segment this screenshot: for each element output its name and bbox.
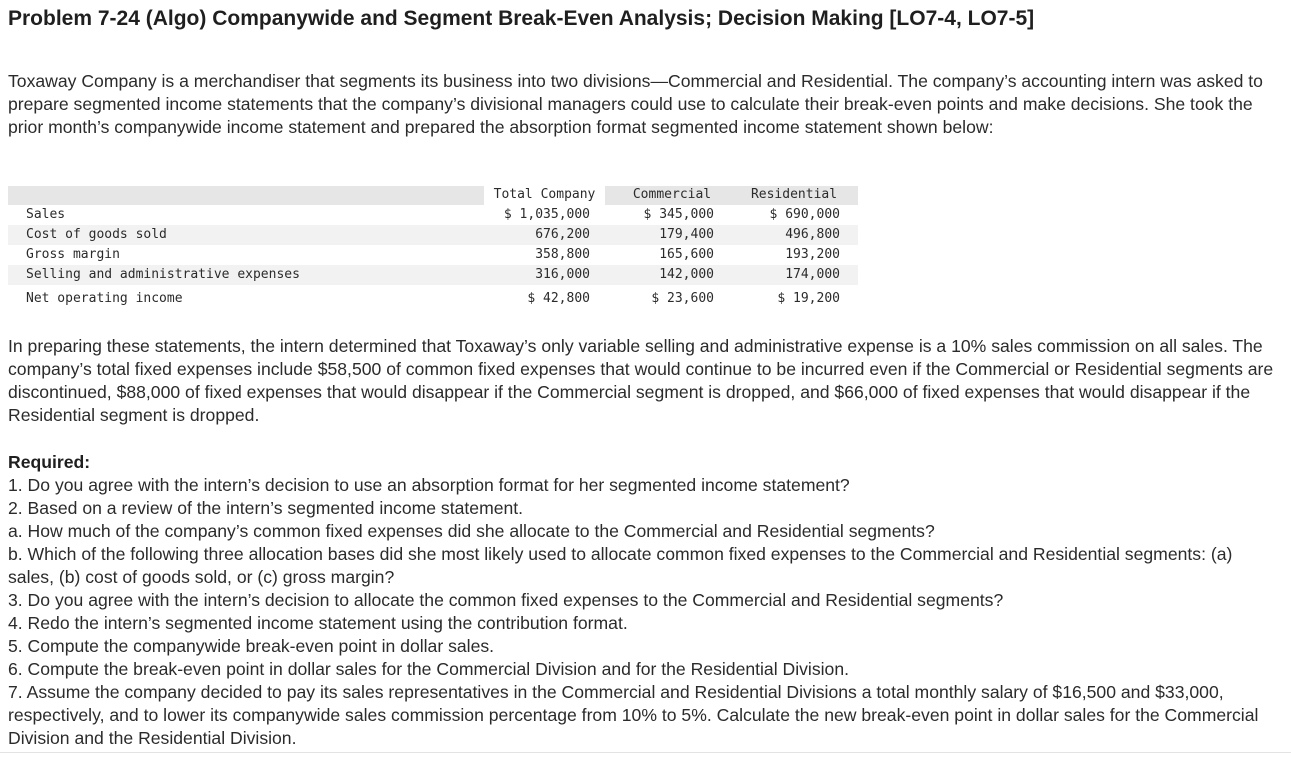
table-cell: $ 19,200 — [777, 291, 840, 306]
row-label: Net operating income — [26, 291, 183, 306]
required-item: 2. Based on a review of the intern’s segmented income statement. — [8, 498, 524, 518]
details-paragraph: In preparing these statements, the intern determined that Toxaway’s only variable selling and administrative expense is a 10% sales commission on all sales. The company’s total fixed expenses include $58,500 of common fixed expenses that would continue to be incurred even if the Commercial or Residential segments are discontinued, $88,000 of fixed expenses that would disappear if the Commercial segment is dropped, and $66,000 of fixed expenses that would disappear if the Residential segment is dropped. — [8, 336, 1274, 425]
header-residential: Residential — [750, 187, 838, 202]
required-item: 1. Do you agree with the intern’s decision to use an absorption format for her segmented income statement? — [8, 475, 850, 495]
table-row — [8, 225, 858, 245]
required-heading: Required: — [8, 452, 91, 472]
table-cell: $ 1,035,000 — [503, 207, 590, 222]
table-cell: $ 690,000 — [769, 207, 840, 222]
table-cell: $ 42,800 — [527, 291, 590, 306]
table-cell: 316,000 — [535, 267, 590, 282]
table-cell: 496,800 — [785, 227, 840, 242]
row-label: Cost of goods sold — [26, 227, 167, 242]
problem-title: Problem 7-24 (Algo) Companywide and Segment Break-Even Analysis; Decision Making [LO7-4, LO7-5] — [8, 7, 1035, 30]
required-item: 6. Compute the break-even point in dollar sales for the Commercial Division and for the Residential Division. — [8, 659, 849, 679]
table-cell: 179,400 — [659, 227, 714, 242]
required-item: 3. Do you agree with the intern’s decision to allocate the common fixed expenses to the Commercial and Residential segments? — [8, 590, 1004, 610]
required-item: 4. Redo the intern’s segmented income statement using the contribution format. — [8, 613, 628, 633]
table-row — [8, 265, 858, 285]
table-cell: 174,000 — [785, 267, 840, 282]
table-cell: $ 23,600 — [651, 291, 714, 306]
divider — [0, 752, 1291, 753]
segmented-income-statement — [8, 186, 858, 310]
table-cell: 676,200 — [535, 227, 590, 242]
required-item: b. Which of the following three allocation bases did she most likely used to allocate common fixed expenses to the Commercial and Residential segments: (a) sales, (b) cost of goods sold, or (c) gross margin? — [8, 544, 1233, 587]
required-item: 7. Assume the company decided to pay its sales representatives in the Commercial and Residential Divisions a total monthly salary of $16,500 and $33,000, respectively, and to lower its companywide sales commission percentage from 10% to 5%. Calculate the new break-even point in dollar sales for the Commercial Division and the Residential Division. — [8, 682, 1259, 748]
row-label: Sales — [26, 207, 66, 222]
table-cell: 358,800 — [535, 247, 590, 262]
table-cell: 193,200 — [785, 247, 840, 262]
required-item: 5. Compute the companywide break-even point in dollar sales. — [8, 636, 495, 656]
row-label: Selling and administrative expenses — [26, 267, 300, 282]
header-total-company: Total Company — [493, 187, 596, 202]
required-item: a. How much of the company’s common fixed expenses did she allocate to the Commercial and Residential segments? — [8, 521, 935, 541]
table-cell: 142,000 — [659, 267, 714, 282]
table-row — [8, 289, 858, 309]
table-cell: $ 345,000 — [643, 207, 714, 222]
table-row — [8, 245, 858, 265]
table-row — [8, 205, 858, 225]
intro-paragraph: Toxaway Company is a merchandiser that segments its business into two divisions—Commercial and Residential. The company’s accounting intern was asked to prepare segmented income statements that the company’s divisional managers could use to calculate their break-even points and make decisions. She took the prior month’s companywide income statement and prepared the absorption format segmented income statement shown below: — [8, 71, 1263, 137]
header-commercial: Commercial — [632, 187, 712, 202]
row-label: Gross margin — [26, 247, 120, 262]
table-cell: 165,600 — [659, 247, 714, 262]
required-section — [8, 451, 1283, 750]
header-bar — [8, 186, 858, 205]
